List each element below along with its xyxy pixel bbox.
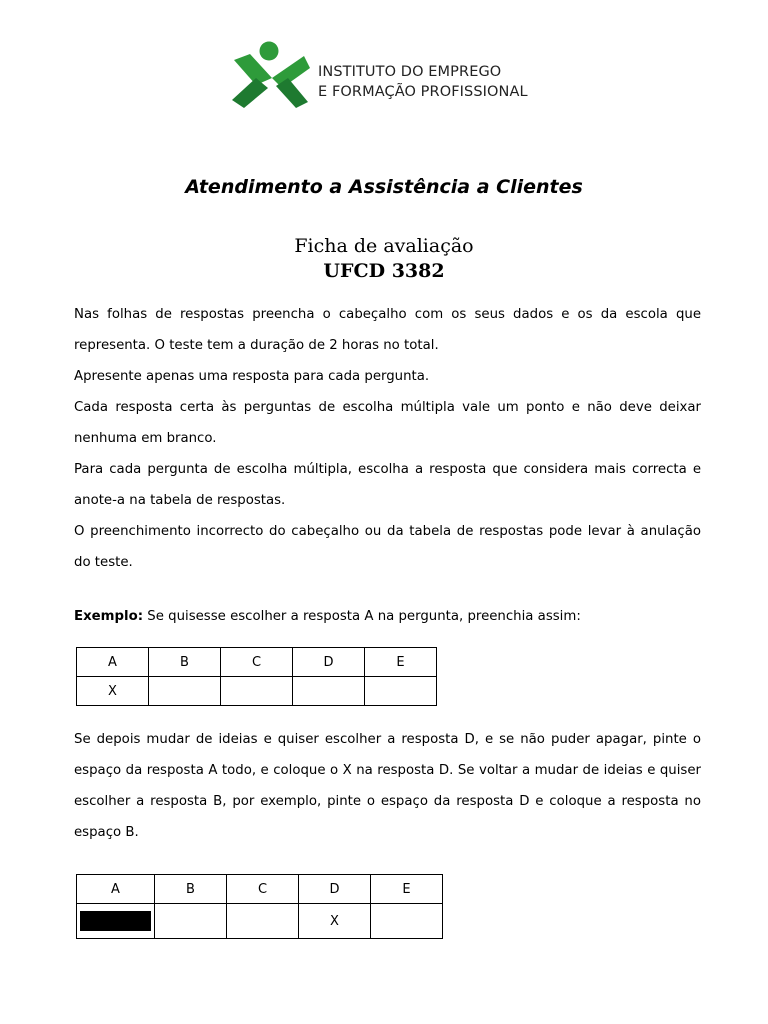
table-answer-row <box>77 677 437 706</box>
answer-cell <box>149 677 221 706</box>
correction-paragraph: Se depois mudar de ideias e quiser escolher a resposta D, e se não puder apagar, pinte o espaço da resposta A todo, e coloque o X na resposta D. Se voltar a mudar de ideias e quiser escolher a resposta B, por exemplo, pinte o espaço da resposta D e coloque a resposta no espaço B. <box>74 732 701 840</box>
table-header-row <box>77 648 437 677</box>
answer-cell: X <box>299 904 371 939</box>
table-header-cell: E <box>365 648 437 677</box>
instruction-paragraph: Nas folhas de respostas preencha o cabeçalho com os seus dados e os da escola que representa. O teste tem a duração de 2 horas no total. <box>74 307 701 353</box>
table-header-cell: C <box>221 648 293 677</box>
table-header-cell: B <box>149 648 221 677</box>
table-header-cell: C <box>227 875 299 904</box>
document-subtitle <box>0 234 768 284</box>
table-header-cell: A <box>77 875 155 904</box>
table-answer-row <box>77 904 443 939</box>
instructions <box>74 299 701 578</box>
table-header-cell: D <box>299 875 371 904</box>
answer-cell <box>293 677 365 706</box>
table-header-cell: E <box>371 875 443 904</box>
table-header-cell: B <box>155 875 227 904</box>
example-paragraph <box>74 601 701 632</box>
institution-logo <box>230 40 560 112</box>
table-header-cell: D <box>293 648 365 677</box>
logo-wordmark <box>318 62 528 102</box>
example-answer-table <box>76 647 437 706</box>
subtitle-line-2: UFCD 3382 <box>323 260 445 282</box>
table-header-row <box>77 875 443 904</box>
instruction-paragraph: Cada resposta certa às perguntas de escolha múltipla vale um ponto e não deve deixar nenhuma em branco. <box>74 400 701 446</box>
answer-cell <box>221 677 293 706</box>
answer-cell <box>155 904 227 939</box>
logo-line-1: INSTITUTO DO EMPREGO <box>318 64 502 80</box>
answer-cell: X <box>77 677 149 706</box>
filled-block <box>80 911 151 931</box>
instruction-paragraph: Para cada pergunta de escolha múltipla, escolha a resposta que considera mais correcta e anote-a na tabela de respostas. <box>74 462 701 508</box>
document-title: Atendimento a Assistência a Clientes <box>185 176 583 198</box>
correction-instructions <box>74 724 701 848</box>
logo-line-2: E FORMAÇÃO PROFISSIONAL <box>318 84 528 100</box>
table-header-cell: A <box>77 648 149 677</box>
instruction-paragraph: Apresente apenas uma resposta para cada pergunta. <box>74 369 430 384</box>
answer-cell <box>371 904 443 939</box>
example-lead: Exemplo: <box>74 609 144 624</box>
iefp-logo-icon <box>230 40 312 112</box>
answer-cell <box>227 904 299 939</box>
instruction-paragraph: O preenchimento incorrecto do cabeçalho ou da tabela de respostas pode levar à anulação do teste. <box>74 524 701 570</box>
corrected-answer-table <box>76 874 443 939</box>
answer-cell <box>365 677 437 706</box>
subtitle-line-1: Ficha de avaliação <box>294 235 474 257</box>
answer-cell-filled <box>77 904 155 939</box>
example-text: Se quisesse escolher a resposta A na pergunta, preenchia assim: <box>143 609 581 624</box>
